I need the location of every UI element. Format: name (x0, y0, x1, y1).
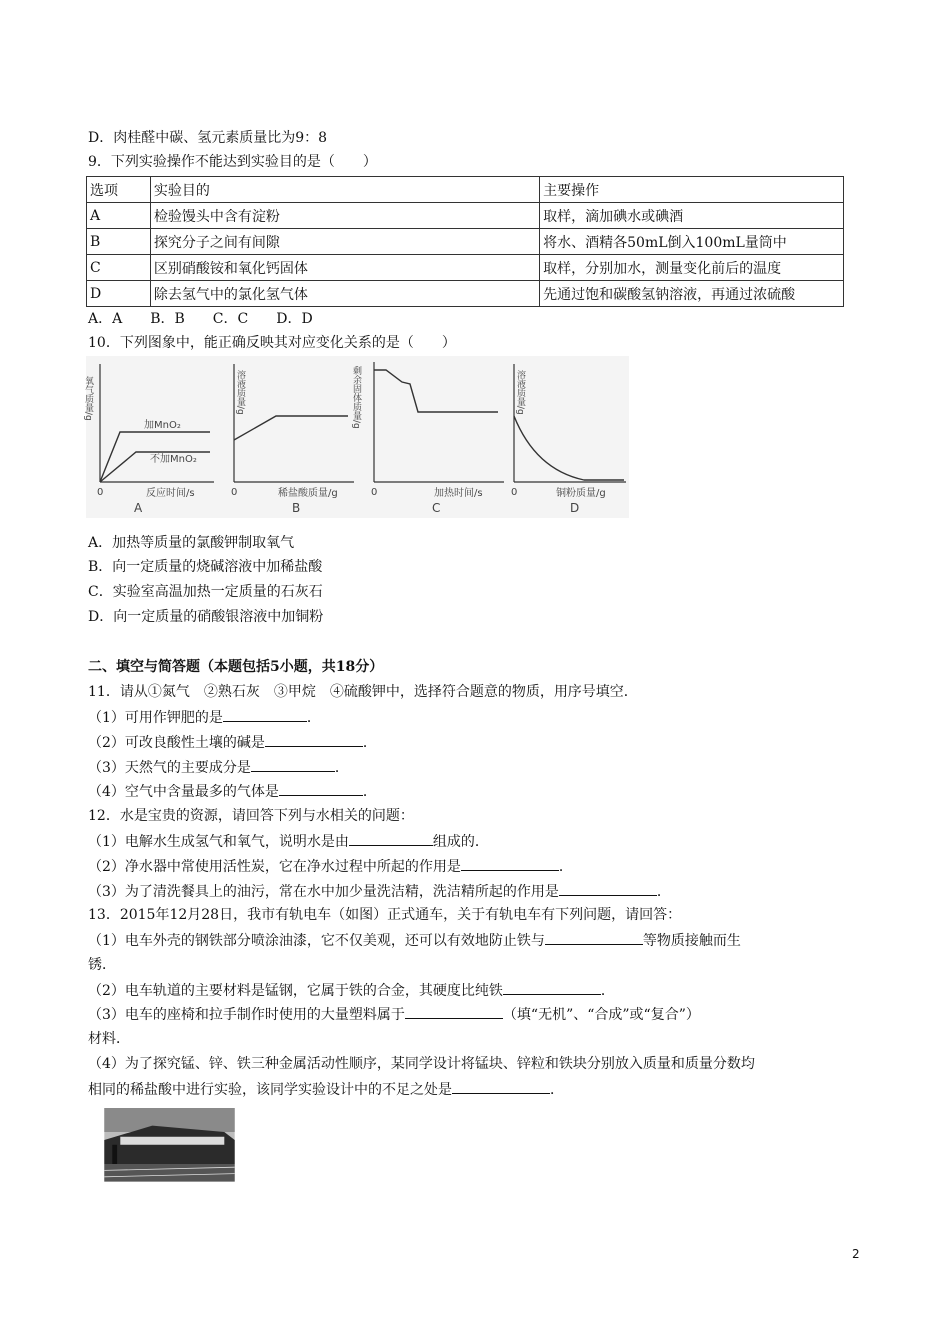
header-option: 选项 (87, 177, 151, 203)
q8-option-d: D．肉桂醛中碳、氢元素质量比为9：8 (88, 130, 328, 146)
table-cell: 取样，分别加水，测量变化前后的温度 (540, 255, 844, 281)
graph-d-ylabel: 溶液质量/g (515, 370, 525, 415)
tram-photo (88, 1108, 251, 1200)
q12-item-text: （3）为了清洗餐具上的油污，常在水中加少量洗洁精，洗洁精所起的作用是 (88, 884, 559, 900)
answer-blank[interactable] (349, 831, 433, 846)
table-cell: 检验馒头中含有淀粉 (150, 203, 539, 229)
q13-item-end: ． (600, 983, 615, 999)
graph-c-letter: C (432, 501, 441, 515)
graph-c-xlabel: 加热时间/s (434, 488, 483, 499)
table-cell: 除去氢气中的氯化氢气体 (150, 281, 539, 307)
answer-blank[interactable] (545, 930, 643, 945)
q13-item-text: （3）电车的座椅和拉手制作时使用的大量塑料属于 (88, 1007, 405, 1023)
graph-a-letter: A (134, 501, 143, 515)
q11-item (88, 781, 377, 802)
graph-a-xlabel: 反应时间/s (146, 488, 195, 499)
q13-item-text: （2）电车轨道的主要材料是锰钢，它属于铁的合金，其硬度比纯铁 (88, 983, 503, 999)
q11-item-text: （1）可用作钾肥的是 (88, 710, 223, 726)
q11-item-text: （4）空气中含量最多的气体是 (88, 784, 279, 800)
answer-blank[interactable] (452, 1079, 550, 1094)
table-cell: 将水、酒精各50mL倒入100mL量筒中 (540, 229, 844, 255)
answer-blank[interactable] (251, 757, 335, 772)
q13-item-continued: 锈． (88, 957, 116, 973)
graph-d-origin: 0 (511, 487, 518, 498)
graph-c-origin: 0 (371, 487, 378, 498)
section2-title: 二、填空与简答题（本题包括5小题，共18分） (88, 659, 384, 675)
answer-blank[interactable] (405, 1004, 503, 1019)
q10-option-d: D．向一定质量的硝酸银溶液中加铜粉 (88, 609, 324, 625)
q10-option-a: A．加热等质量的氯酸钾制取氧气 (88, 535, 295, 551)
graph-c-ylabel: 剩余固体质量/g (351, 366, 361, 429)
q9-stem: 9．下列实验操作不能达到实验目的是（ ） (88, 154, 377, 170)
q9-table (86, 176, 844, 307)
answer-blank[interactable] (265, 732, 363, 747)
header-purpose: 实验目的 (150, 177, 539, 203)
header-operation: 主要操作 (540, 177, 844, 203)
q13-item-text: （1）电车外壳的钢铁部分喷涂油漆，它不仅美观，还可以有效地防止铁与 (88, 933, 545, 949)
table-row (87, 203, 844, 229)
graph-a-label-mno2: 加MnO₂ (144, 420, 181, 431)
page-number: 2 (852, 1247, 860, 1261)
q13-item-text: （填“无机”、“合成”或“复合”） (502, 1007, 700, 1023)
q13-item-text: 等物质接触而生 (642, 933, 741, 949)
q13-item: （4）为了探究锰、锌、铁三种金属活动性顺序，某同学设计将锰块、锌粒和铁块分别放入质量和质量分数均 (88, 1056, 755, 1072)
q9-options: A．A B．B C．C D．D (88, 311, 313, 327)
answer-blank[interactable] (559, 881, 657, 896)
q13-item-continued: 材料． (88, 1031, 130, 1047)
graph-b-xlabel: 稀盐酸质量/g (278, 488, 338, 499)
answer-blank[interactable] (461, 856, 559, 871)
graph-b-origin: 0 (231, 487, 238, 498)
q13-stem: 13．2015年12月28日，我市有轨电车（如图）正式通车，关于有轨电车有下列问题，请回答： (88, 907, 682, 923)
q10-option-c: C．实验室高温加热一定质量的石灰石 (88, 584, 323, 600)
q13-item (88, 930, 741, 951)
q11-item-text: （2）可改良酸性土壤的碱是 (88, 735, 265, 751)
q13-item (88, 1079, 564, 1100)
q13-item (88, 980, 615, 1001)
graph-d-letter: D (570, 501, 580, 515)
graph-a-label-no-mno2: 不加MnO₂ (150, 454, 197, 465)
table-row (87, 229, 844, 255)
q13-item-text: 相同的稀盐酸中进行实验，该同学实验设计中的不足之处是 (88, 1082, 452, 1098)
q11-item-end: ． (306, 710, 321, 726)
q10-stem: 10．下列图象中，能正确反映其对应变化关系的是（ ） (88, 335, 456, 351)
q11-item-text: （3）天然气的主要成分是 (88, 760, 251, 776)
table-cell: 取样，滴加碘水或碘酒 (540, 203, 844, 229)
q13-item-end: ． (550, 1082, 564, 1098)
q11-stem: 11．请从①氮气 ②熟石灰 ③甲烷 ④硫酸钾中，选择符合题意的物质，用序号填空． (88, 684, 638, 700)
q10-option-b: B．向一定质量的烧碱溶液中加稀盐酸 (88, 559, 323, 575)
answer-blank[interactable] (223, 707, 307, 722)
q12-item-text: （2）净水器中常使用活性炭，它在净水过程中所起的作用是 (88, 859, 461, 875)
answer-blank[interactable] (279, 781, 363, 796)
q12-item-end: ． (558, 859, 573, 875)
q11-item (88, 757, 349, 778)
q10-graphs-figure (83, 356, 629, 518)
q13-item (88, 1004, 700, 1025)
graph-b-letter: B (292, 501, 301, 515)
graph-a-ylabel: 氧气质量/g (83, 376, 93, 421)
answer-blank[interactable] (503, 980, 601, 995)
q12-item-end: ． (656, 884, 671, 900)
q12-stem: 12．水是宝贵的资源，请回答下列与水相关的问题： (88, 808, 414, 824)
q11-item-end: ． (334, 760, 349, 776)
table-cell: 探究分子之间有间隙 (150, 229, 539, 255)
table-cell: 先通过饱和碳酸氢钠溶液，再通过浓硫酸 (540, 281, 844, 307)
q11-item-end: ． (362, 784, 377, 800)
graph-a-origin: 0 (97, 487, 104, 498)
table-cell: C (87, 255, 151, 281)
table-header-row (87, 177, 844, 203)
table-cell: D (87, 281, 151, 307)
table-cell: B (87, 229, 151, 255)
table-row (87, 281, 844, 307)
table-row (87, 255, 844, 281)
table-cell: 区别硝酸铵和氧化钙固体 (150, 255, 539, 281)
graph-b-ylabel: 溶液质量/g (235, 370, 245, 415)
q12-item-text: 组成的． (432, 834, 489, 850)
q11-item (88, 732, 377, 753)
q12-item-text: （1）电解水生成氢气和氧气，说明水是由 (88, 834, 349, 850)
q11-item-end: ． (362, 735, 377, 751)
graph-d-xlabel: 铜粉质量/g (556, 488, 606, 499)
table-cell: A (87, 203, 151, 229)
q12-item (88, 856, 573, 877)
q12-item (88, 881, 671, 902)
q11-item (88, 707, 321, 728)
q12-item (88, 831, 489, 852)
